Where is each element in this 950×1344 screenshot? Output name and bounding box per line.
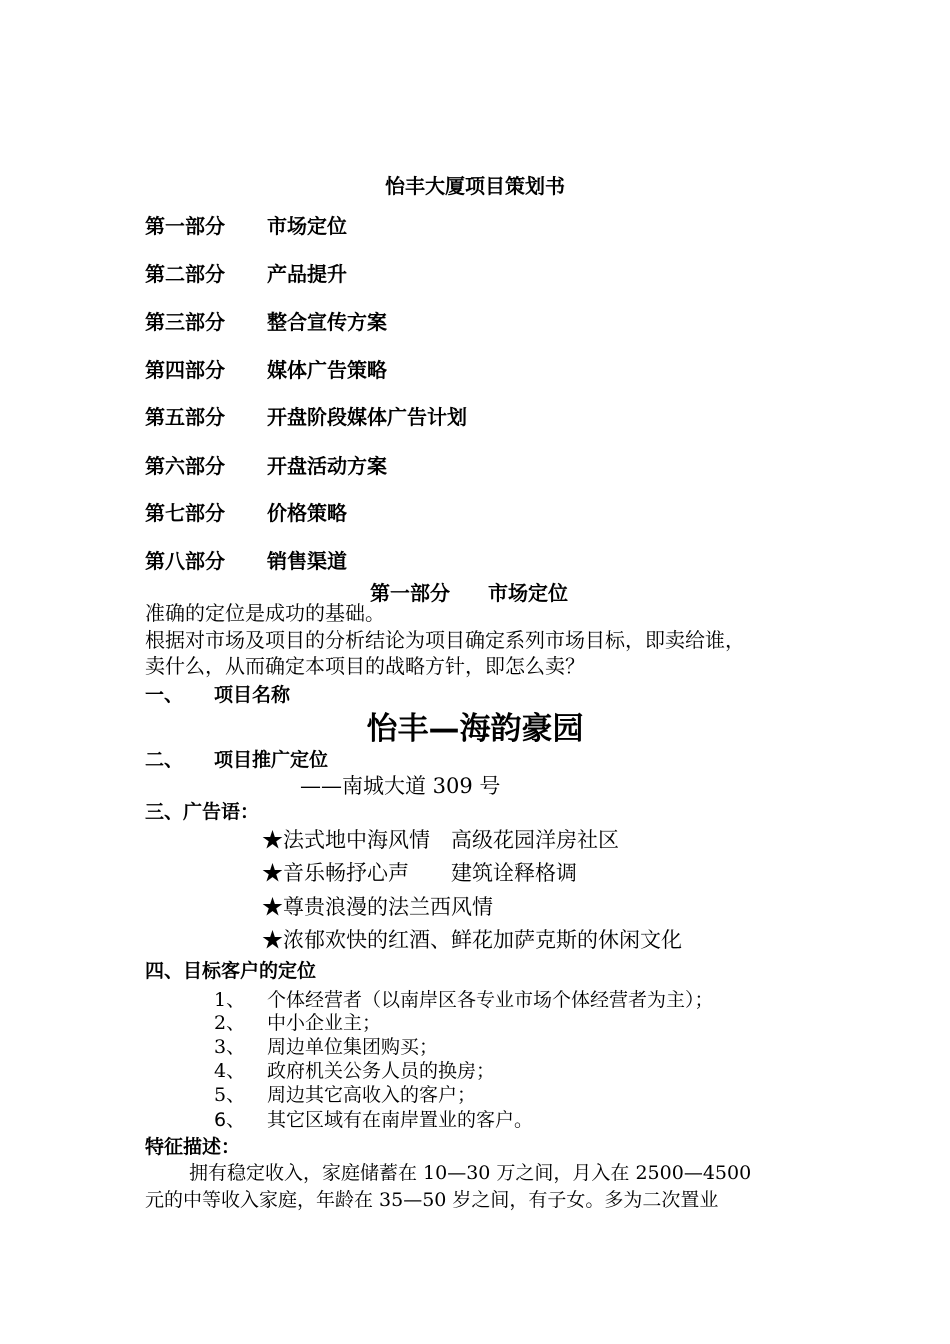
- feature-description-line-2: 元的中等收入家庭，年龄在 35—50 岁之间，有子女。多为二次置业: [145, 1189, 719, 1211]
- toc-part-8: 第八部分: [145, 549, 225, 573]
- target-item-number: 6、: [214, 1109, 246, 1131]
- section-part: 第一部分: [370, 581, 450, 605]
- target-item-text: 政府机关公务人员的换房；: [267, 1060, 496, 1082]
- toc-part-6: 第六部分: [145, 454, 225, 478]
- slogan-heading: 三、广告语：: [145, 801, 260, 823]
- project-address: ——南城大道 309 号: [300, 774, 501, 798]
- toc-part-2: 第二部分: [145, 262, 225, 286]
- target-item-text: 周边其它高收入的客户；: [267, 1084, 477, 1106]
- toc-title-3: 整合宣传方案: [267, 310, 387, 334]
- toc-title-7: 价格策略: [267, 501, 347, 525]
- slogan-2: ★音乐畅抒心声 建筑诠释格调: [262, 861, 577, 885]
- toc-title-6: 开盘活动方案: [267, 454, 387, 478]
- toc-title-8: 销售渠道: [267, 549, 347, 573]
- feature-heading: 特征描述：: [145, 1136, 241, 1158]
- target-item-number: 3、: [214, 1036, 246, 1058]
- item-2-number: 二、: [145, 749, 184, 771]
- toc-part-7: 第七部分: [145, 501, 225, 525]
- toc-part-4: 第四部分: [145, 358, 225, 382]
- slogan-1: ★法式地中海风情 高级花园洋房社区: [262, 828, 619, 852]
- target-item-text: 个体经营者（以南岸区各专业市场个体经营者为主）；: [267, 989, 714, 1011]
- item-1-number: 一、: [145, 684, 184, 706]
- section-name: 市场定位: [488, 581, 568, 605]
- target-item-number: 4、: [214, 1060, 246, 1082]
- toc-title-1: 市场定位: [267, 214, 347, 238]
- toc-part-1: 第一部分: [145, 214, 225, 238]
- target-item-text: 其它区域有在南岸置业的客户。: [267, 1109, 534, 1131]
- target-item-number: 5、: [214, 1084, 246, 1106]
- target-item-text: 中小企业主；: [267, 1012, 382, 1034]
- slogan-4: ★浓郁欢快的红酒、鲜花加萨克斯的休闲文化: [262, 928, 682, 952]
- item-1-label: 项目名称: [214, 684, 291, 706]
- intro-paragraph-1: 准确的定位是成功的基础。: [145, 601, 385, 625]
- toc-title-2: 产品提升: [267, 262, 347, 286]
- target-item-text: 周边单位集团购买；: [267, 1036, 439, 1058]
- project-name: 怡丰—海韵豪园: [366, 711, 584, 747]
- toc-title-4: 媒体广告策略: [267, 358, 387, 382]
- toc-title-5: 开盘阶段媒体广告计划: [267, 405, 467, 429]
- slogan-3: ★尊贵浪漫的法兰西风情: [262, 895, 493, 919]
- target-item-number: 1、: [214, 989, 246, 1011]
- item-2-label: 项目推广定位: [214, 749, 329, 771]
- target-item-number: 2、: [214, 1012, 246, 1034]
- toc-part-3: 第三部分: [145, 310, 225, 334]
- intro-paragraph-2-line-2: 卖什么，从而确定本项目的战略方针，即怎么卖？: [145, 654, 585, 678]
- document-title: 怡丰大厦项目策划书: [385, 174, 565, 198]
- feature-description-line-1: 拥有稳定收入，家庭储蓄在 10—30 万之间，月入在 2500—4500: [189, 1162, 752, 1184]
- intro-paragraph-2-line-1: 根据对市场及项目的分析结论为项目确定系列市场目标，即卖给谁，: [145, 628, 745, 652]
- toc-part-5: 第五部分: [145, 405, 225, 429]
- section-heading: [370, 577, 568, 606]
- target-heading: 四、目标客户的定位: [145, 960, 317, 982]
